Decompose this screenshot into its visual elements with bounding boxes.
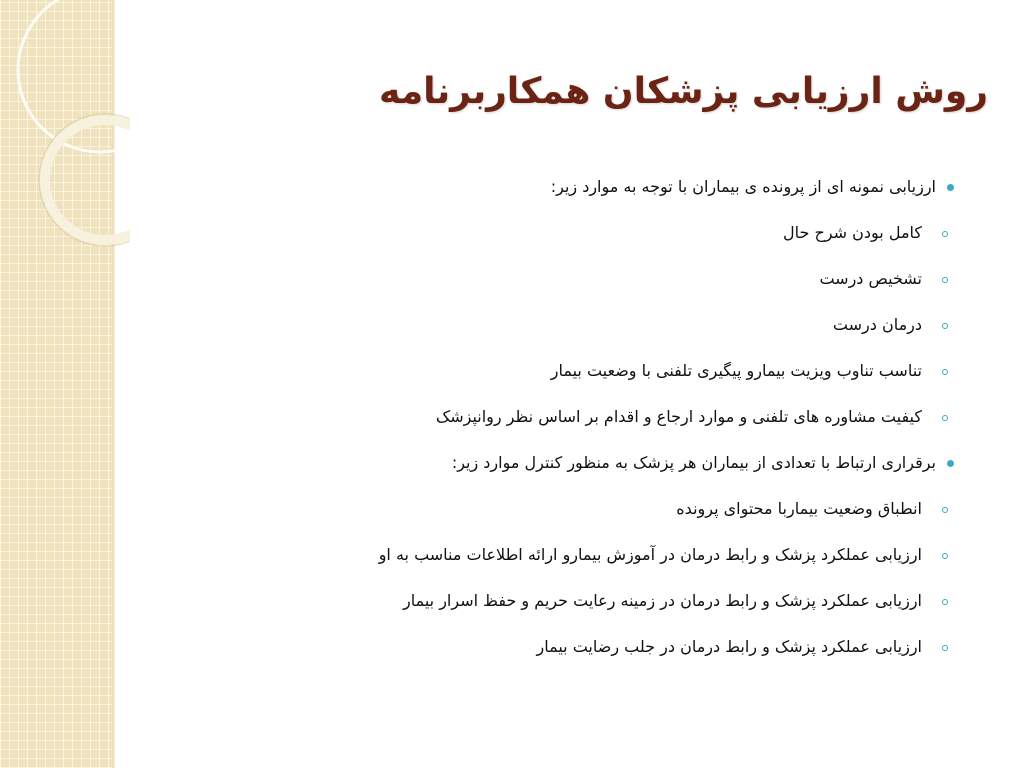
hollow-bullet-icon	[942, 369, 948, 375]
hollow-bullet-icon	[942, 645, 948, 651]
sub-bullet-item	[194, 308, 954, 354]
bullet-text: درمان درست	[832, 315, 922, 334]
bullet-text: کامل بودن شرح حال	[783, 223, 922, 242]
sub-bullet-item	[194, 492, 954, 538]
hollow-bullet-icon	[942, 277, 948, 283]
filled-bullet-icon	[947, 184, 954, 191]
sub-bullet-item	[194, 262, 954, 308]
bullet-item	[194, 446, 954, 492]
sub-bullet-item	[194, 354, 954, 400]
sub-bullet-item	[194, 584, 954, 630]
bullet-text: برقراری ارتباط با تعدادی از بیماران هر پزشک به منظور کنترل موارد زیر:	[451, 453, 936, 472]
bullet-item	[194, 170, 954, 216]
sub-bullet-item	[194, 630, 954, 676]
bullet-text: ارزیابی عملکرد پزشک و رابط درمان در زمینه رعایت حریم و حفظ اسرار بیمار	[402, 591, 922, 610]
hollow-bullet-icon	[942, 553, 948, 559]
bullet-text: تناسب تناوب ویزیت بیمارو پیگیری تلفنی با وضعیت بیمار	[550, 361, 922, 380]
bullet-text: ارزیابی عملکرد پزشک و رابط درمان در جلب رضایت بیمار	[536, 637, 922, 656]
sub-bullet-item	[194, 538, 954, 584]
bullet-list	[194, 170, 954, 676]
decorative-ring-small-shadow	[39, 114, 130, 246]
bullet-text: ارزیابی عملکرد پزشک و رابط درمان در آموزش بیمارو ارائه اطلاعات مناسب به او	[378, 545, 922, 564]
hollow-bullet-icon	[942, 507, 948, 513]
bullet-text: کیفیت مشاوره های تلفنی و موارد ارجاع و اقدام بر اساس نظر روانپزشک	[435, 407, 922, 426]
hollow-bullet-icon	[942, 231, 948, 237]
hollow-bullet-icon	[942, 323, 948, 329]
sub-bullet-item	[194, 400, 954, 446]
bullet-text: ارزیابی نمونه ای از پرونده ی بیماران با توجه به موارد زیر:	[550, 177, 936, 196]
sub-bullet-item	[194, 216, 954, 262]
hollow-bullet-icon	[942, 599, 948, 605]
decorative-ring-small	[45, 120, 130, 240]
hollow-bullet-icon	[942, 415, 948, 421]
slide-title: روش ارزیابی پزشکان همکاربرنامه	[379, 71, 988, 112]
filled-bullet-icon	[947, 460, 954, 467]
bullet-text: تشخیص درست	[819, 269, 922, 288]
bullet-text: انطباق وضعیت بیماربا محتوای پرونده	[676, 499, 922, 518]
decorative-rings-graphic	[0, 0, 130, 260]
